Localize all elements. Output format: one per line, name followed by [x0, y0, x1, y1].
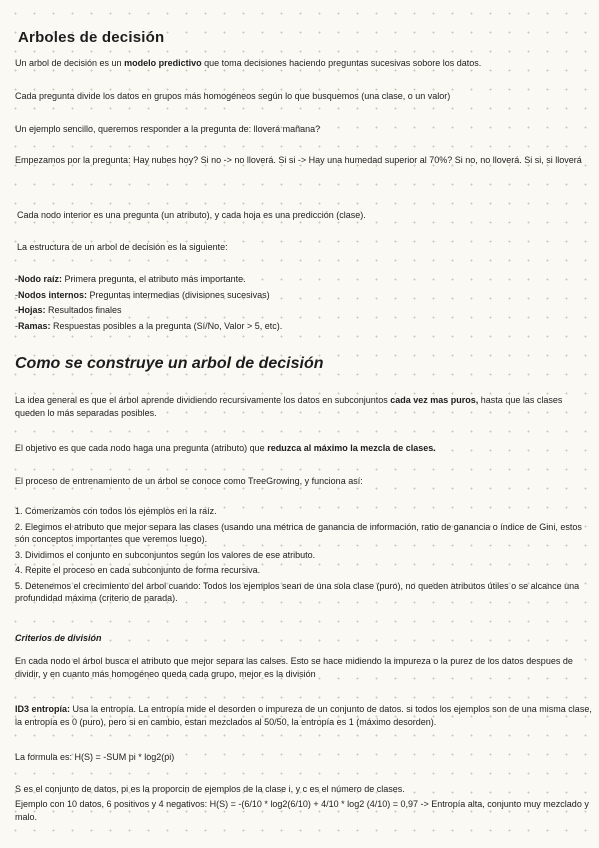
intro-text-post: que toma decisiones haciendo preguntas sucesivas sobore los datos.	[201, 58, 482, 68]
intro-bold-term: modelo predictivo	[124, 58, 202, 68]
intro-paragraph	[15, 57, 481, 70]
step-item-3: 3. Dividimos el conjunto en subconjuntos según los valores de ese atributo.	[15, 549, 316, 560]
nodes-paragraph: Cada nodo interior es una pregunta (un atributo), y cada hoja es una predicción (clase).	[17, 210, 366, 220]
id3-paragraph: ID3 entropía: Usa la entropía. La entropía mide el desorden o impureza de un conjunto de datos. si todos los ejemplos son de una misma clase, la entropía es 0 (puro), pero si en cambio, estan mezclados al 50/50, la entropía es 1 (máximo desorden).	[15, 704, 592, 727]
section-title-construccion: Como se construye un arbol de decisión	[15, 355, 324, 372]
formula-line: La formula es: H(S) = -SUM pi * log2(pi)	[15, 752, 175, 762]
step-item-4: 4. Repite el proceso en cada subconjunto de forma recursiva.	[15, 565, 261, 575]
structure-paragraph: La estructura de un arbol de decisión es la siguiente:	[17, 242, 228, 252]
subsection-title-criterios: Criterios de división	[15, 633, 102, 643]
split-paragraph: Cada pregunta divide los datos en grupos más homogéneos según lo que busquemos (una clase, o un valor)	[15, 91, 451, 101]
goal-bold-term: reduzca al máximo la mezcla de clases.	[267, 443, 436, 453]
step-item-2: 2. Elegimos el atributo que mejor separa las clases (usando una métrica de ganancia de información, ratio de ganancia o índice de Gini, estos són conceptos importantes que veremos luego).	[15, 521, 582, 544]
process-paragraph: El proceso de entrenamiento de un árbol se conoce como TreeGrowing, y funciona así:	[15, 476, 363, 486]
structure-item-branches: -Ramas: Respuestas posibles a la pregunta (Sí/No, Valor > 5, etc).	[15, 320, 283, 331]
structure-item-root: -Nodo raíz: Primera pregunta, el atributo más importante.	[15, 274, 246, 284]
formula-explanation: S es el conjunto de datos, pi es la proporcin de ejemplos de la clase i, y c es el número de clases.	[15, 784, 405, 794]
example-calculation: Ejemplo con 10 datos, 6 positivos y 4 negativos: H(S) = -(6/10 * log2(6/10) + 4/10 * log2 (4/10) = 0,97 -> Entropía alta, conjunto muy mezclado y malo.	[15, 799, 589, 822]
example-paragraph: Un ejemplo sencillo, queremos responder a la pregunta de: lloverá mañana?	[15, 124, 321, 134]
structure-item-internal: -Nodos internos: Preguntas intermedias (divisiones sucesivas)	[15, 289, 270, 300]
structure-item-leaves: -Hojas: Resultados finales	[15, 305, 122, 315]
intro-text-pre: Un arbol de decisión es un	[15, 58, 125, 68]
section-title-arboles: Arboles de decisión	[18, 29, 165, 46]
start-paragraph: Empezamos por la pregunta: Hay nubes hoy? Si no -> no lloverá. Si si -> Hay una humedad superior al 70%? Si no, no lloverá. Si si, si lloverá	[15, 155, 582, 165]
step-item-5: 5. Detenemos el crecimiento del arbol cuando: Todos los ejemplos sean de una sola clase (puro), no queden atributos útiles o se alcance una profundidad máxima (criterio de parada).	[15, 580, 580, 603]
id3-bold-term: ID3 entropía:	[15, 704, 71, 714]
structure-list	[15, 273, 282, 332]
step-item-1: 1. Comenzamos con todos los ejemplos en la raíz.	[15, 506, 217, 516]
criteria-paragraph: En cada nodo el árbol busca el atributo que mejor separa las calses. Esto se hace midiendo la impureza o la purez de los datos despues de dividir, y en cuanto más homogéneo queda cada grupo, mejor es la división	[15, 656, 573, 679]
idea-bold-term: cada vez mas puros,	[390, 395, 479, 405]
steps-list	[15, 505, 591, 605]
idea-paragraph: La idea general es que el árbol aprende dividiendo recursivamente los datos en subconjuntos cada vez mas puros, hasta que las clases queden lo más separadas posibles.	[15, 395, 563, 418]
goal-paragraph: El objetivo es que cada nodo haga una pregunta (atributo) que reduzca al máximo la mezcla de clases.	[15, 443, 436, 453]
